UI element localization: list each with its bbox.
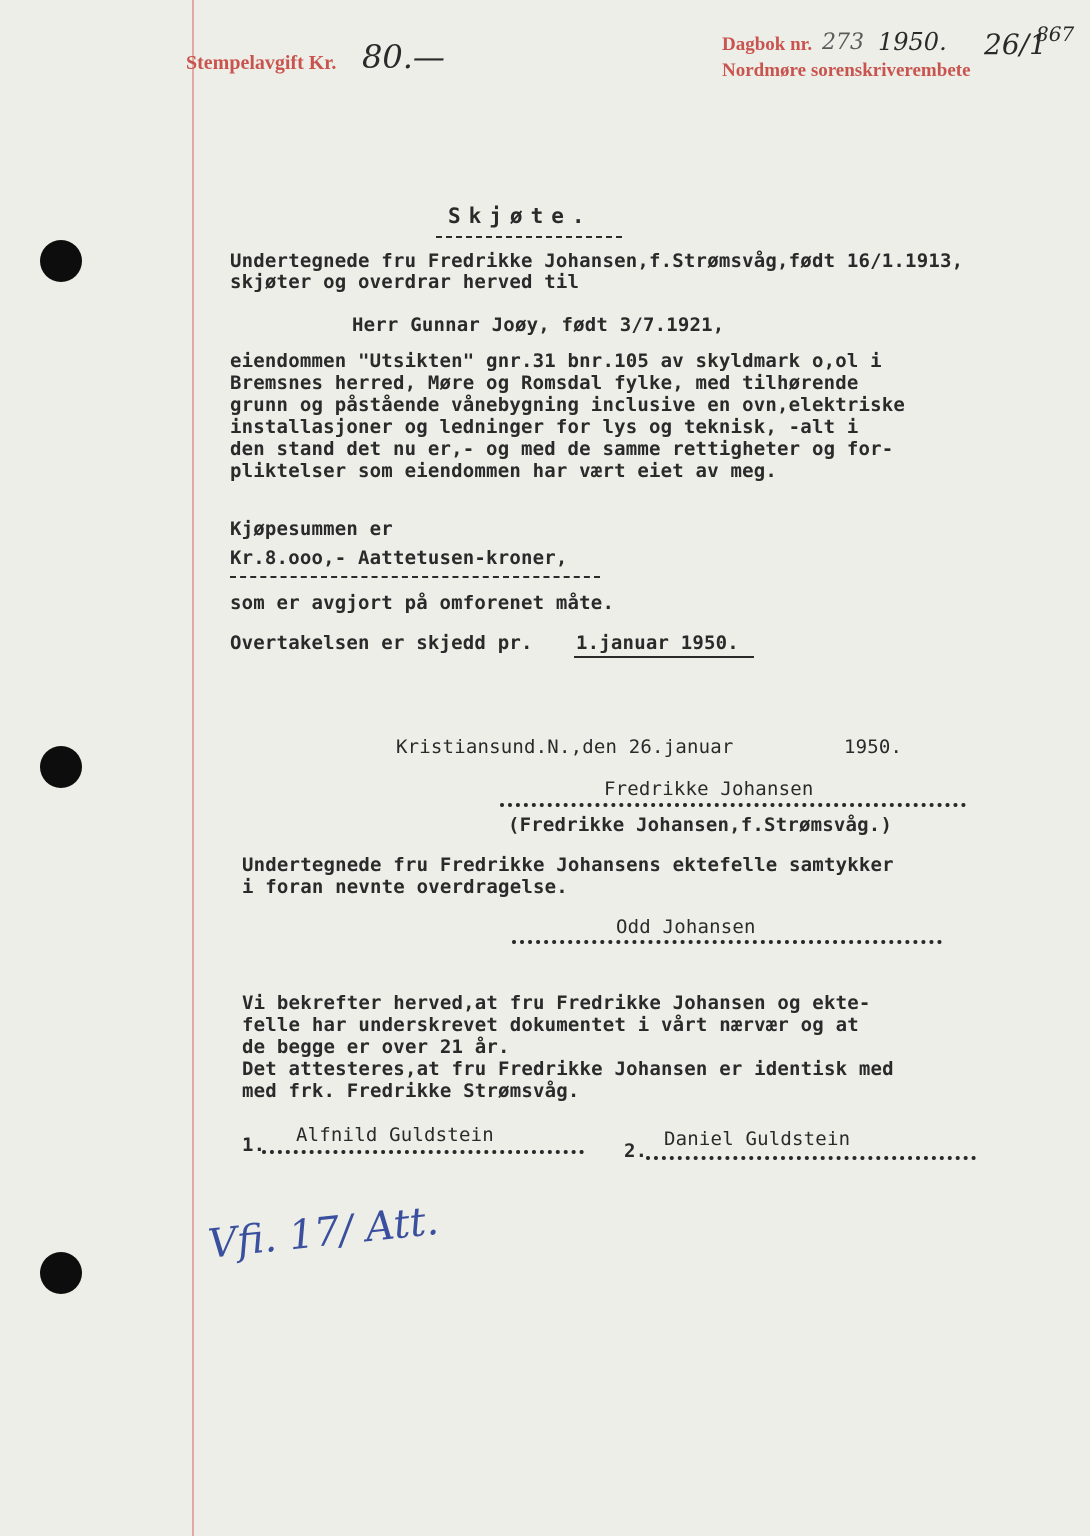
property-line-6: pliktelser som eiendommen har vært eiet av meg. (230, 460, 778, 482)
witness-line-4: Det attesteres,at fru Fredrikke Johansen er identisk med (242, 1058, 894, 1080)
spouse-signature-line (512, 940, 942, 944)
journal-year: 1950. (878, 28, 947, 56)
witness-2-number: 2. (624, 1140, 648, 1162)
price-underline (230, 576, 600, 578)
consent-line-1: Undertegnede fru Fredrikke Johansens ektefelle samtykker (242, 854, 894, 876)
takeover-date: 1.januar 1950. (576, 632, 739, 654)
takeover-prefix: Overtakelsen er skjedd pr. (230, 632, 533, 654)
intro-line-2: skjøter og overdrar herved til (230, 271, 580, 293)
witness-line-1: Vi bekrefter herved,at fru Fredrikke Johansen og ekte- (242, 992, 871, 1014)
buyer-line: Herr Gunnar Joøy, født 3/7.1921, (352, 314, 725, 336)
intro-line-1: Undertegnede fru Fredrikke Johansen,f.Strømsvåg,født 16/1.1913, (230, 250, 964, 272)
place-year: 1950. (844, 736, 903, 758)
property-line-3: grunn og påstående vånebygning inclusive en ovn,elektriske (230, 394, 906, 416)
price-label: Kjøpesummen er (230, 518, 393, 540)
seller-printed-name: (Fredrikke Johansen,f.Strømsvåg.) (508, 814, 893, 836)
journal-number: 273 (822, 30, 864, 55)
seller-signature: Fredrikke Johansen (604, 778, 814, 800)
price-value: Kr.8.ooo,- Aattetusen-kroner, (230, 547, 568, 569)
journal-date: 26/1 (984, 28, 1047, 61)
stamp-duty-value: 80.— (362, 38, 445, 76)
punch-hole-top (40, 240, 82, 282)
stamp-duty-label: Stempelavgift Kr. (186, 52, 337, 74)
consent-line-2: i foran nevnte overdragelse. (242, 876, 568, 898)
place-date: Kristiansund.N.,den 26.januar (396, 736, 734, 758)
spouse-signature: Odd Johansen (616, 916, 756, 938)
witness-1-number: 1. (242, 1134, 266, 1156)
deed-title: Skjøte. (448, 204, 593, 228)
property-line-5: den stand det nu er,- og med de samme rettigheter og for- (230, 438, 894, 460)
property-line-4: installasjoner og ledninger for lys og teknisk, -alt i (230, 416, 859, 438)
title-underline (436, 236, 622, 238)
takeover-underline (574, 656, 754, 658)
settled-line: som er avgjort på omforenet måte. (230, 592, 615, 614)
witness-2-name: Daniel Guldstein (664, 1128, 851, 1150)
witness-line-3: de begge er over 21 år. (242, 1036, 510, 1058)
property-line-1: eiendommen "Utsikten" gnr.31 bnr.105 av skyldmark o,ol i (230, 350, 882, 372)
witness-line-2: felle har underskrevet dokumentet i vårt nærvær og at (242, 1014, 859, 1036)
punch-hole-bottom (40, 1252, 82, 1294)
red-margin-line (192, 0, 194, 1536)
seller-signature-line (500, 803, 966, 807)
witness-1-line (262, 1150, 584, 1154)
punch-hole-middle (40, 746, 82, 788)
handwritten-notation: Vfi. 17/ Att. (206, 1197, 441, 1268)
witness-1-name: Alfnild Guldstein (296, 1124, 494, 1146)
property-line-2: Bremsnes herred, Møre og Romsdal fylke, med tilhørende (230, 372, 859, 394)
court-office-name: Nordmøre sorenskriverembete (722, 60, 971, 81)
witness-2-line (646, 1156, 976, 1160)
witness-line-5: med frk. Fredrikke Strømsvåg. (242, 1080, 580, 1102)
journal-label: Dagbok nr. (722, 34, 813, 55)
page-number: 867 (1036, 22, 1075, 46)
